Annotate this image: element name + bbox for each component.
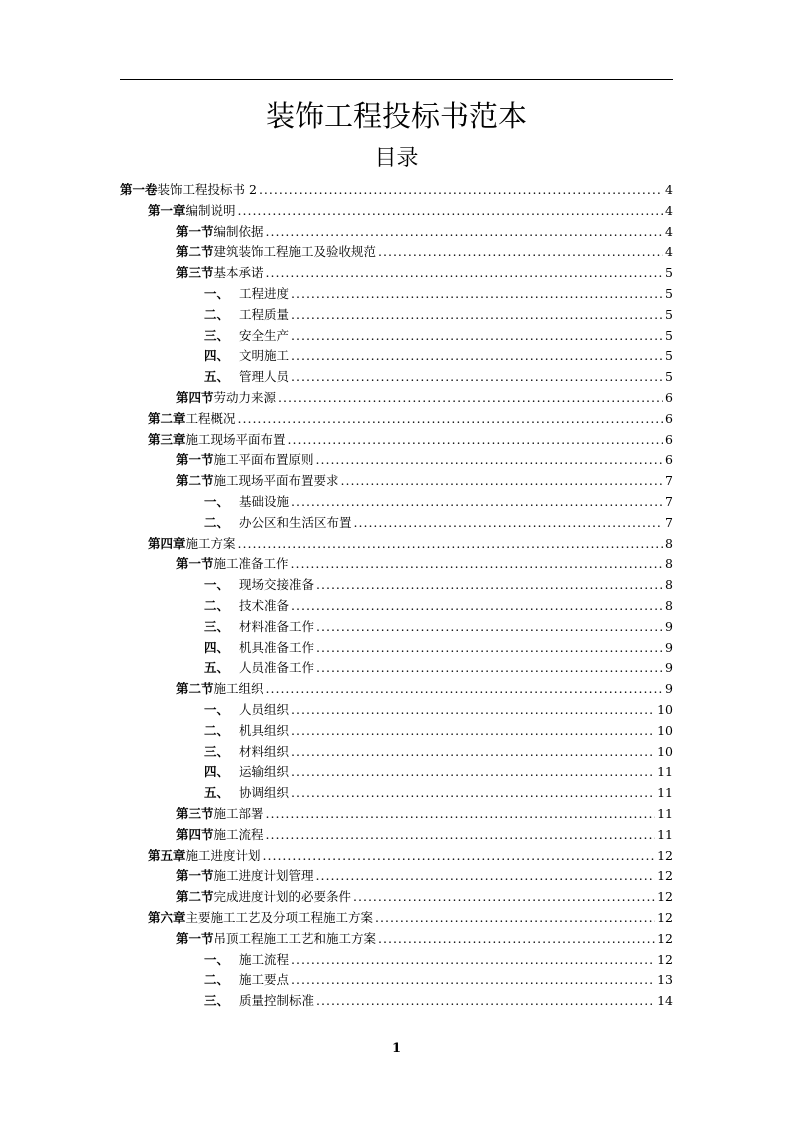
toc-entry-page: 7 xyxy=(665,515,673,530)
toc-entry[interactable] xyxy=(204,782,673,803)
toc-entry-page: 10 xyxy=(657,744,673,759)
toc-entry[interactable] xyxy=(120,179,673,200)
toc-entry-label: 三、 xyxy=(204,328,230,343)
toc-entry-page: 8 xyxy=(665,598,673,613)
toc-dot-leader xyxy=(263,845,656,866)
toc-entry-title: 材料组织 xyxy=(239,744,290,759)
toc-entry-label: 第四章 xyxy=(148,536,186,551)
toc-dot-leader xyxy=(238,533,664,554)
toc-entry[interactable] xyxy=(176,262,673,283)
toc-entry-page: 5 xyxy=(665,369,673,384)
toc-entry-label: 一、 xyxy=(204,952,230,967)
toc-dot-leader xyxy=(291,491,663,512)
toc-entry[interactable] xyxy=(148,533,673,554)
toc-dot-leader xyxy=(291,720,655,741)
toc-dot-leader xyxy=(354,512,664,533)
toc-entry[interactable] xyxy=(204,574,673,595)
toc-entry-label: 第五章 xyxy=(148,848,186,863)
toc-entry-label: 第一章 xyxy=(148,203,186,218)
toc-entry-title: 办公区和生活区布置 xyxy=(239,515,352,530)
toc-entry[interactable] xyxy=(204,616,673,637)
toc-dot-leader xyxy=(316,865,656,886)
toc-dot-leader xyxy=(316,616,663,637)
toc-entry-page: 12 xyxy=(657,889,673,904)
toc-entry-title: 质量控制标准 xyxy=(239,993,315,1008)
toc-entry[interactable] xyxy=(148,429,673,450)
toc-entry-label: 四、 xyxy=(204,764,230,779)
toc-entry-label: 第四节 xyxy=(176,390,214,405)
toc-entry[interactable] xyxy=(176,221,673,242)
toc-entry-title: 施工流程 xyxy=(239,952,290,967)
toc-entry-page: 4 xyxy=(665,224,673,239)
toc-dot-leader xyxy=(291,304,663,325)
toc-entry-title: 工程进度 xyxy=(239,286,290,301)
toc-entry[interactable] xyxy=(204,741,673,762)
toc-entry-title: 劳动力来源 xyxy=(213,390,277,405)
page-number: 1 xyxy=(391,1041,402,1056)
toc-entry-page: 6 xyxy=(665,432,673,447)
toc-entry-title: 完成进度计划的必要条件 xyxy=(213,889,352,904)
toc-entry[interactable] xyxy=(176,553,673,574)
toc-dot-leader xyxy=(341,470,664,491)
toc-dot-leader xyxy=(291,782,655,803)
toc-entry-title: 机具组织 xyxy=(239,723,290,738)
toc-entry[interactable] xyxy=(148,200,673,221)
toc-entry[interactable] xyxy=(204,990,673,1011)
toc-dot-leader xyxy=(378,928,655,949)
toc-entry-label: 第一节 xyxy=(176,224,214,239)
toc-dot-leader xyxy=(291,366,663,387)
toc-entry-page: 5 xyxy=(665,328,673,343)
toc-entry-title: 人员组织 xyxy=(239,702,290,717)
toc-entry-label: 第一节 xyxy=(176,556,214,571)
toc-entry-label: 第二节 xyxy=(176,473,214,488)
toc-entry[interactable] xyxy=(204,637,673,658)
toc-entry[interactable] xyxy=(204,969,673,990)
toc-entry-page: 4 xyxy=(665,244,673,259)
toc-entry[interactable] xyxy=(148,408,673,429)
toc-entry-page: 14 xyxy=(657,993,673,1008)
toc-entry[interactable] xyxy=(176,241,673,262)
toc-entry-title: 施工部署 xyxy=(213,806,264,821)
toc-dot-leader xyxy=(375,907,655,928)
toc-entry-label: 四、 xyxy=(204,348,230,363)
toc-entry-label: 二、 xyxy=(204,515,230,530)
toc-dot-leader xyxy=(316,574,663,595)
toc-entry-page: 7 xyxy=(665,473,673,488)
toc-entry-title: 人员准备工作 xyxy=(239,660,315,675)
toc-entry-label: 五、 xyxy=(204,369,230,384)
toc-entry-title: 施工现场平面布置 xyxy=(185,432,286,447)
toc-entry-label: 三、 xyxy=(204,993,230,1008)
toc-entry-label: 三、 xyxy=(204,619,230,634)
toc-dot-leader xyxy=(353,886,655,907)
toc-entry-page: 8 xyxy=(665,577,673,592)
toc-entry-title: 编制说明 xyxy=(185,203,236,218)
toc-entry[interactable] xyxy=(204,595,673,616)
toc-entry-label: 一、 xyxy=(204,494,230,509)
toc-entry-label: 二、 xyxy=(204,723,230,738)
toc-dot-leader xyxy=(238,408,664,429)
toc-entry-page: 6 xyxy=(665,411,673,426)
toc-entry-page: 11 xyxy=(657,764,673,779)
toc-entry-title: 吊顶工程施工工艺和施工方案 xyxy=(213,931,377,946)
toc-entry-title: 基础设施 xyxy=(239,494,290,509)
toc-entry-label: 第四节 xyxy=(176,827,214,842)
toc-entry-label: 第二章 xyxy=(148,411,186,426)
toc-entry-title: 施工要点 xyxy=(239,972,290,987)
toc-entry-page: 5 xyxy=(665,307,673,322)
toc-dot-leader xyxy=(291,949,655,970)
toc-entry-label: 第三节 xyxy=(176,265,214,280)
toc-entry-page: 5 xyxy=(665,286,673,301)
toc-dot-leader xyxy=(266,262,664,283)
toc-entry[interactable] xyxy=(176,387,673,408)
toc-entry[interactable] xyxy=(204,283,673,304)
toc-entry-title: 施工进度计划管理 xyxy=(213,868,314,883)
toc-entry-title: 施工准备工作 xyxy=(213,556,289,571)
toc-entry[interactable] xyxy=(148,907,673,928)
toc-entry-title: 机具准备工作 xyxy=(239,640,315,655)
toc-dot-leader xyxy=(316,990,655,1011)
toc-entry-page: 10 xyxy=(657,723,673,738)
toc-entry-label: 第一卷 xyxy=(120,182,158,197)
toc-entry-title: 材料准备工作 xyxy=(239,619,315,634)
toc-entry[interactable] xyxy=(176,678,673,699)
toc-entry[interactable] xyxy=(204,304,673,325)
toc-entry[interactable] xyxy=(204,720,673,741)
toc-entry[interactable] xyxy=(204,657,673,678)
toc-entry-label: 二、 xyxy=(204,972,230,987)
toc-entry-title: 施工方案 xyxy=(185,536,236,551)
toc-dot-leader xyxy=(291,595,663,616)
toc-dot-leader xyxy=(266,824,656,845)
toc-entry-label: 第三节 xyxy=(176,806,214,821)
toc-entry-title: 基本承诺 xyxy=(213,265,264,280)
toc-entry[interactable] xyxy=(204,761,673,782)
toc-entry-title: 安全生产 xyxy=(239,328,290,343)
header-rule xyxy=(120,79,673,80)
toc-entry[interactable] xyxy=(204,949,673,970)
toc-dot-leader xyxy=(266,803,656,824)
toc-entry[interactable] xyxy=(176,865,673,886)
toc-dot-leader xyxy=(291,699,655,720)
toc-entry[interactable] xyxy=(204,325,673,346)
toc-entry[interactable] xyxy=(204,366,673,387)
toc-entry-page: 10 xyxy=(657,702,673,717)
toc-dot-leader xyxy=(238,200,664,221)
toc-entry-page: 5 xyxy=(665,265,673,280)
toc-dot-leader xyxy=(291,283,663,304)
toc-dot-leader xyxy=(316,657,663,678)
toc-entry-label: 第一节 xyxy=(176,868,214,883)
toc-entry-page: 12 xyxy=(657,910,673,925)
toc-entry-page: 13 xyxy=(657,972,673,987)
toc-entry-label: 三、 xyxy=(204,744,230,759)
toc-entry[interactable] xyxy=(204,491,673,512)
toc-entry-title: 编制依据 xyxy=(213,224,264,239)
toc-entry-page: 12 xyxy=(657,848,673,863)
toc-entry-label: 第二节 xyxy=(176,244,214,259)
toc-entry[interactable] xyxy=(176,824,673,845)
toc-entry-label: 第一节 xyxy=(176,931,214,946)
toc-entry-label: 一、 xyxy=(204,702,230,717)
toc-entry-title: 主要施工工艺及分项工程施工方案 xyxy=(185,910,374,925)
toc-entry-title: 装饰工程投标书 2 xyxy=(157,182,257,197)
toc-entry[interactable] xyxy=(176,470,673,491)
toc-entry-page: 4 xyxy=(665,182,673,197)
toc-entry-page: 6 xyxy=(665,390,673,405)
toc-entry-label: 五、 xyxy=(204,660,230,675)
toc-entry-page: 9 xyxy=(665,640,673,655)
toc-entry-label: 第二节 xyxy=(176,889,214,904)
toc-entry-title: 建筑装饰工程施工及验收规范 xyxy=(213,244,377,259)
toc-entry-page: 12 xyxy=(657,868,673,883)
toc-entry-title: 管理人员 xyxy=(239,369,290,384)
toc-entry-page: 6 xyxy=(665,452,673,467)
toc-entry[interactable] xyxy=(176,886,673,907)
toc-dot-leader xyxy=(291,741,655,762)
toc-entry-page: 9 xyxy=(665,681,673,696)
document-title: 装饰工程投标书范本 xyxy=(265,99,527,133)
toc-entry-title: 施工组织 xyxy=(213,681,264,696)
toc-entry-page: 11 xyxy=(657,806,673,821)
toc-entry-page: 12 xyxy=(657,952,673,967)
toc-entry[interactable] xyxy=(204,512,673,533)
toc-entry-page: 5 xyxy=(665,348,673,363)
toc-dot-leader xyxy=(259,179,663,200)
toc-entry-page: 12 xyxy=(657,931,673,946)
toc-dot-leader xyxy=(291,761,655,782)
toc-dot-leader xyxy=(291,325,663,346)
toc-entry-page: 7 xyxy=(665,494,673,509)
toc-entry-title: 文明施工 xyxy=(239,348,290,363)
toc-entry[interactable] xyxy=(204,699,673,720)
toc-entry-title: 现场交接准备 xyxy=(239,577,315,592)
toc-entry-label: 四、 xyxy=(204,640,230,655)
toc-entry[interactable] xyxy=(176,449,673,470)
toc-dot-leader xyxy=(316,637,663,658)
toc-heading: 目录 xyxy=(374,146,419,171)
toc-entry-title: 施工进度计划 xyxy=(185,848,261,863)
toc-entry-label: 二、 xyxy=(204,598,230,613)
toc-entry-title: 施工现场平面布置要求 xyxy=(213,473,339,488)
toc-entry-title: 技术准备 xyxy=(239,598,290,613)
toc-entry-label: 第三章 xyxy=(148,432,186,447)
toc-entry-label: 第六章 xyxy=(148,910,186,925)
toc-dot-leader xyxy=(316,449,664,470)
toc-entry-label: 五、 xyxy=(204,785,230,800)
toc-entry-page: 11 xyxy=(657,785,673,800)
toc-entry-label: 一、 xyxy=(204,286,230,301)
toc-dot-leader xyxy=(291,969,655,990)
toc-entry[interactable] xyxy=(204,345,673,366)
toc-entry[interactable] xyxy=(148,845,673,866)
toc-entry-page: 9 xyxy=(665,660,673,675)
toc-dot-leader xyxy=(291,553,664,574)
toc-entry-page: 9 xyxy=(665,619,673,634)
toc-entry-page: 11 xyxy=(657,827,673,842)
toc-entry-page: 8 xyxy=(665,536,673,551)
toc-entry-label: 二、 xyxy=(204,307,230,322)
toc-entry-title: 施工平面布置原则 xyxy=(213,452,314,467)
toc-entry-title: 运输组织 xyxy=(239,764,290,779)
toc-entry-page: 8 xyxy=(665,556,673,571)
toc-entry[interactable] xyxy=(176,928,673,949)
toc-dot-leader xyxy=(266,221,664,242)
toc-entry-label: 第一节 xyxy=(176,452,214,467)
toc-dot-leader xyxy=(291,345,663,366)
toc-entry-page: 4 xyxy=(665,203,673,218)
toc-entry[interactable] xyxy=(176,803,673,824)
toc-entry-label: 一、 xyxy=(204,577,230,592)
toc-entry-title: 工程概况 xyxy=(185,411,236,426)
toc-dot-leader xyxy=(278,387,663,408)
toc-entry-title: 协调组织 xyxy=(239,785,290,800)
toc-entry-title: 工程质量 xyxy=(239,307,290,322)
toc-dot-leader xyxy=(288,429,664,450)
toc-entry-title: 施工流程 xyxy=(213,827,264,842)
toc-entry-label: 第二节 xyxy=(176,681,214,696)
toc-dot-leader xyxy=(378,241,663,262)
toc-dot-leader xyxy=(266,678,664,699)
